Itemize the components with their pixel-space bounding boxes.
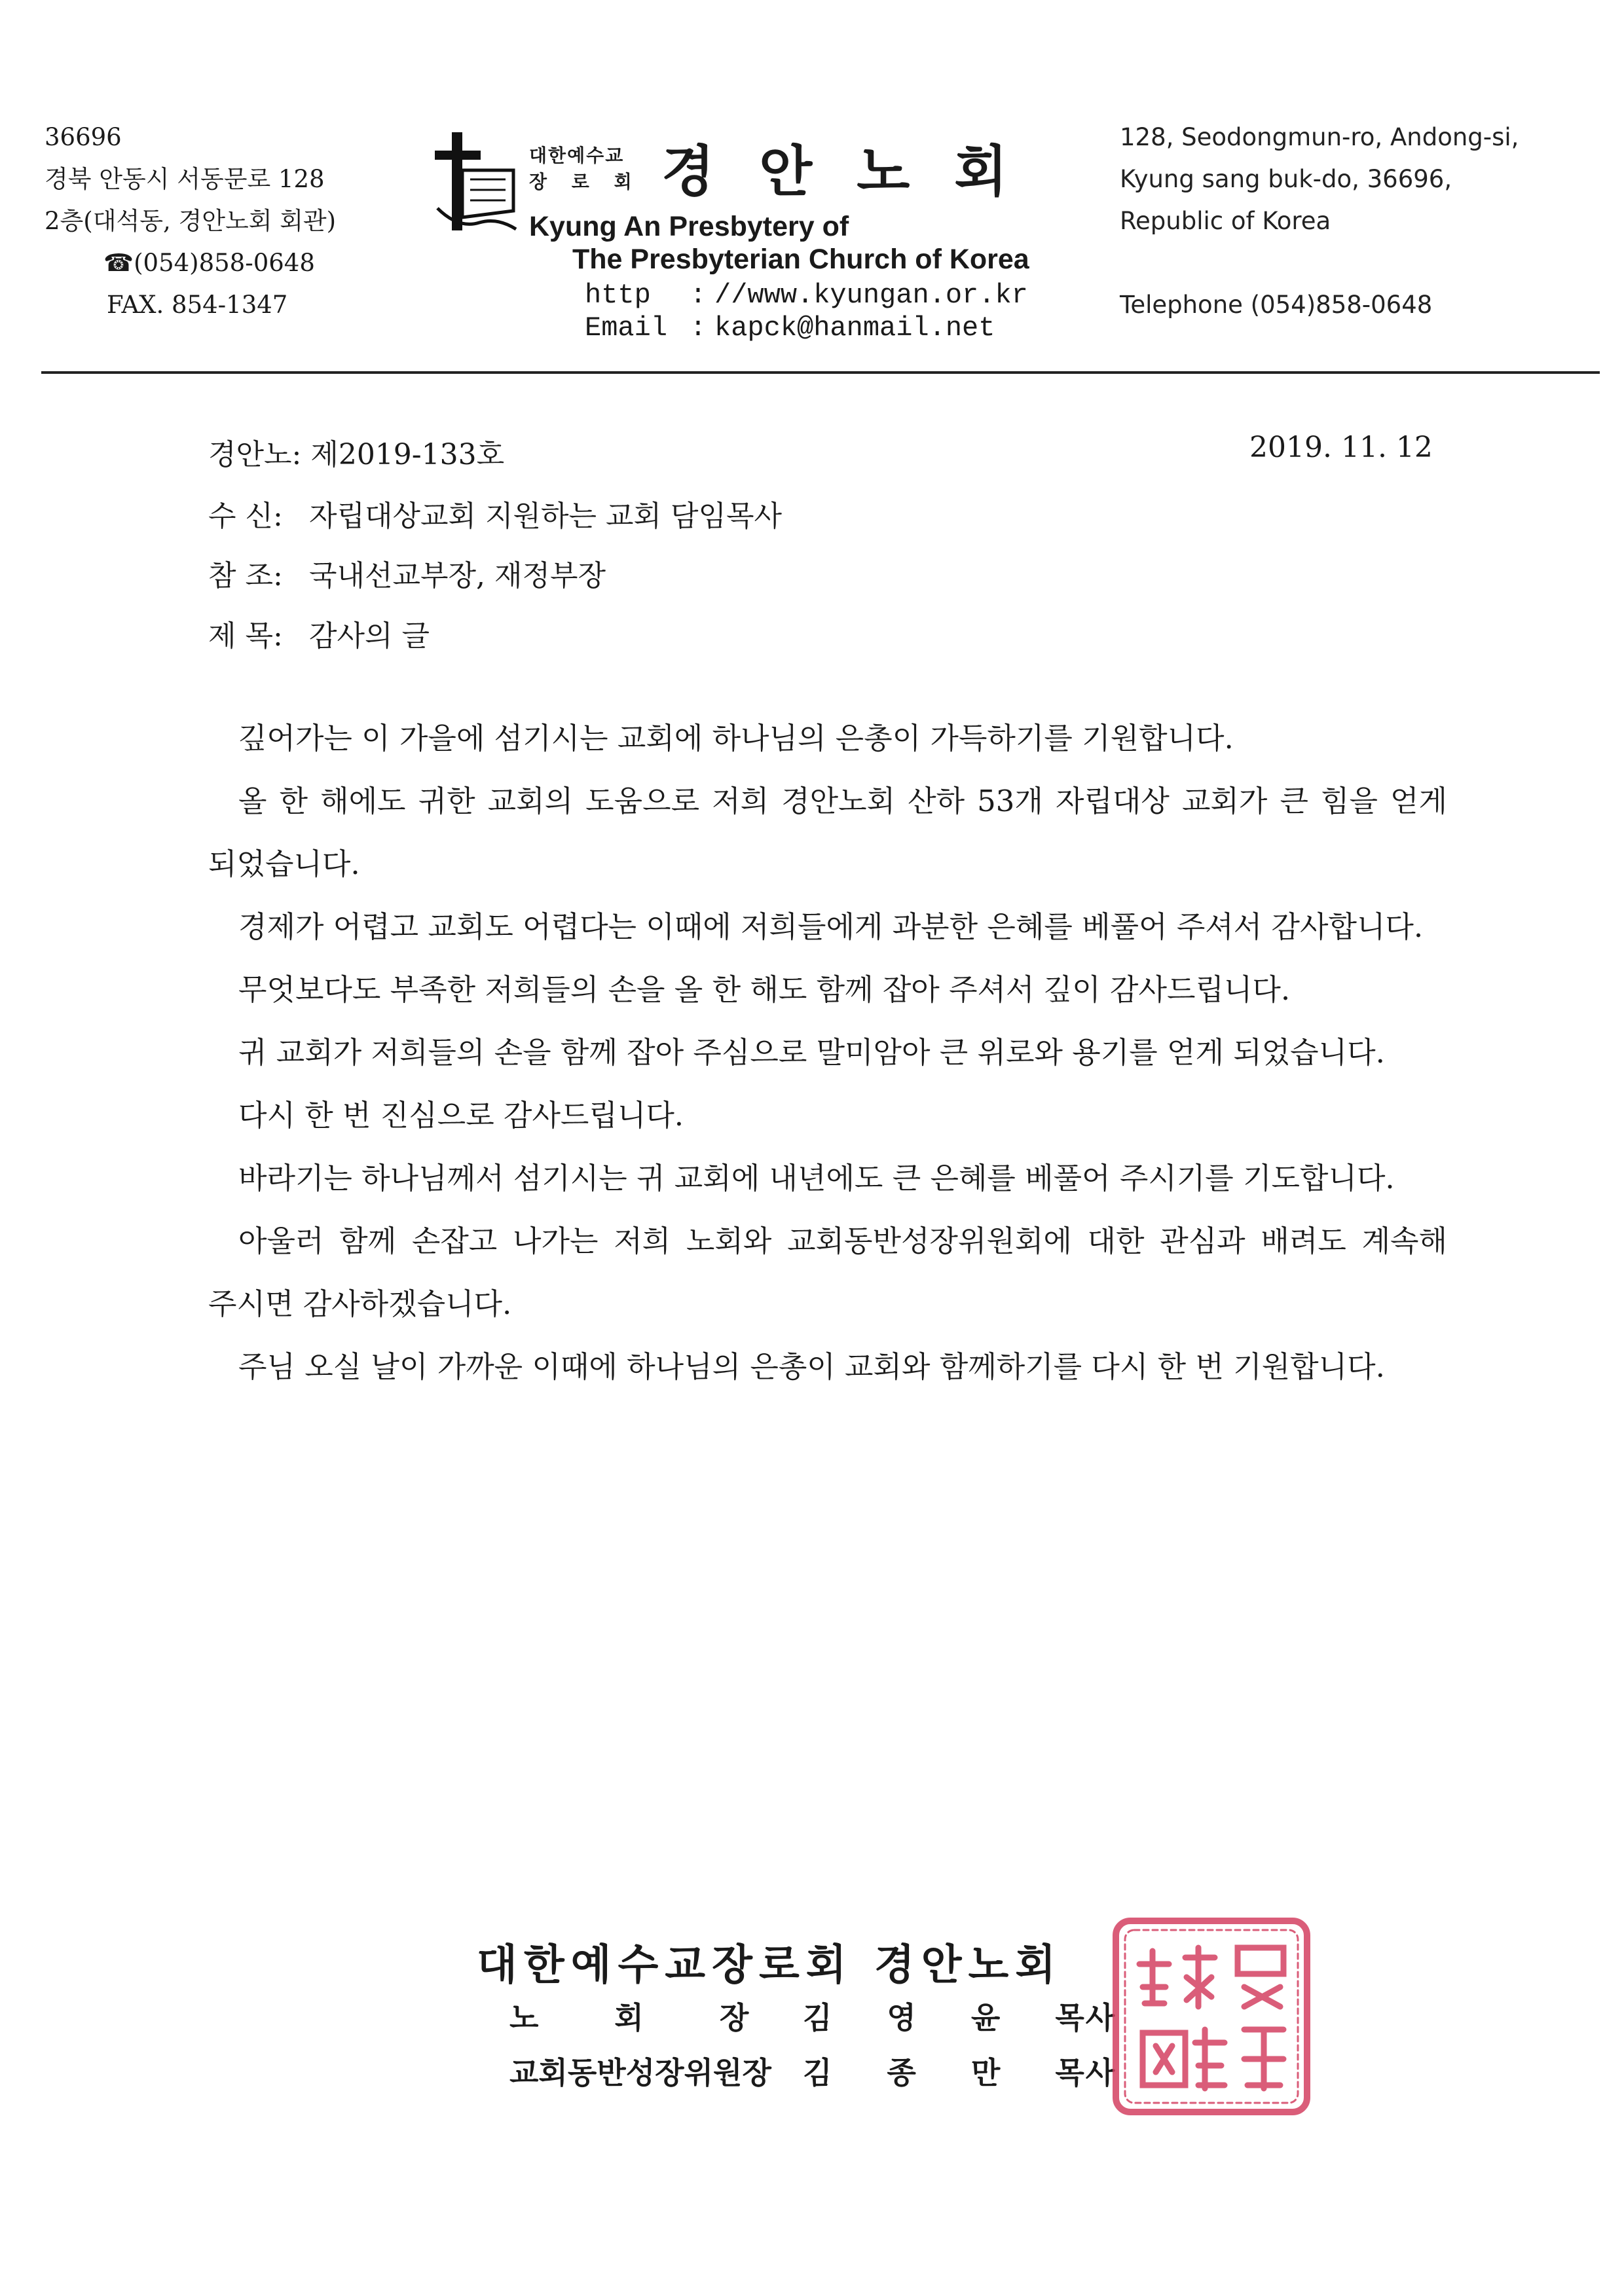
logo-presbytery-name: 경안노회 [661,139,1052,204]
letterhead-address-ko [45,117,336,326]
postal-code: 36696 [45,123,122,151]
website-link[interactable]: //www.kyungan.or.kr [714,280,1028,311]
logo-denomination-line1: 대한예수교 [529,145,625,166]
contact-web: http : //www.kyungan.or.kr Email : kapck@hanmail.net [585,280,1028,344]
body-paragraph: 주님 오실 날이 가까운 이때에 하나님의 은총이 교회와 함께하기를 다시 한 번 기원합니다. [238,1349,1385,1384]
reference-label: 참 조: [208,559,283,592]
body-paragraph: 깊어가는 이 가을에 섬기시는 교회에 하나님의 은총이 가득하기를 기원합니다. [238,721,1234,756]
body-paragraph: 다시 한 번 진심으로 감사드립니다. [238,1098,684,1133]
signer-row [509,1994,1116,2037]
phone-en: Telephone (054)858-0648 [1120,291,1433,319]
document-date: 2019. 11. 12 [1249,431,1433,464]
body-paragraph: 바라기는 하나님께서 섬기시는 귀 교회에 내년에도 큰 은혜를 베풀어 주시기를 기도합니다. [238,1161,1395,1195]
signer-position: 노회장 [509,2000,825,2035]
recipient-row [208,492,782,534]
phone-ko: ☎(054)858-0648 [103,249,315,277]
reference-row [208,552,606,594]
logo-denomination [529,143,641,195]
address-en-line2: Kyung sang buk-do, 36696, [1120,165,1452,193]
email-label: Email [585,312,668,344]
letter-body [208,707,1447,1398]
signer-position: 교회동반성장위원장 [509,2055,771,2090]
signer-name: 김영윤 [803,2000,1056,2035]
document-number: 경안노: 제2019-133호 [208,438,505,471]
signer-name: 김종만 [803,2055,1056,2090]
website-label: http [585,280,651,311]
recipient-value: 자립대상교회 지원하는 교회 담임목사 [309,500,783,533]
address-ko-line: 경북 안동시 서동문로 128 [45,165,325,193]
address-en-line3: Republic of Korea [1120,207,1331,235]
signer-title: 목사 [1055,2000,1116,2035]
header-divider [41,371,1600,374]
address-ko-detail: 2층(대석동, 경안노회 회관) [45,207,337,235]
email-link[interactable]: kapck@hanmail.net [714,312,995,344]
body-paragraph: 아울러 함께 손잡고 나가는 저희 노회와 교회동반성장위원회에 대한 관심과 배려도 계속해 주시면 감사하겠습니다. [208,1224,1447,1321]
address-en-line1: 128, Seodongmun-ro, Andong-si, [1120,123,1519,151]
body-paragraph: 귀 교회가 저희들의 손을 함께 잡아 주심으로 말미암아 큰 위로와 용기를 얻게 되었습니다. [238,1035,1385,1070]
recipient-label: 수 신: [208,500,283,533]
letterhead-address-en [1120,117,1519,326]
signer-row [509,2049,1116,2092]
logo-denomination-line2: 장 로 회 [529,171,641,192]
body-paragraph: 올 한 해에도 귀한 교회의 도움으로 저희 경안노회 산하 53개 자립대상 교회가 큰 힘을 얻게 되었습니다. [208,784,1447,881]
logo-name-en-line1: Kyung An Presbytery of [529,211,849,242]
subject-label: 제 목: [208,619,283,653]
signer-title: 목사 [1055,2055,1116,2090]
official-seal-icon [1107,1912,1316,2121]
body-paragraph: 경제가 어렵고 교회도 어렵다는 이때에 저희들에게 과분한 은혜를 베풀어 주셔서 감사합니다. [238,909,1424,944]
logo-name-en-line2: The Presbyterian Church of Korea [572,244,1029,275]
fax: FAX. 854-1347 [107,291,288,319]
subject-row [208,612,430,654]
signature-organization: 대한예수교장로회 경안노회 [477,1941,1063,1990]
subject-value: 감사의 글 [309,619,430,653]
reference-value: 국내선교부장, 재정부장 [309,559,606,592]
cross-logo-icon [432,131,521,236]
body-paragraph: 무엇보다도 부족한 저희들의 손을 올 한 해도 함께 잡아 주셔서 깊이 감사드립니다. [238,972,1291,1007]
